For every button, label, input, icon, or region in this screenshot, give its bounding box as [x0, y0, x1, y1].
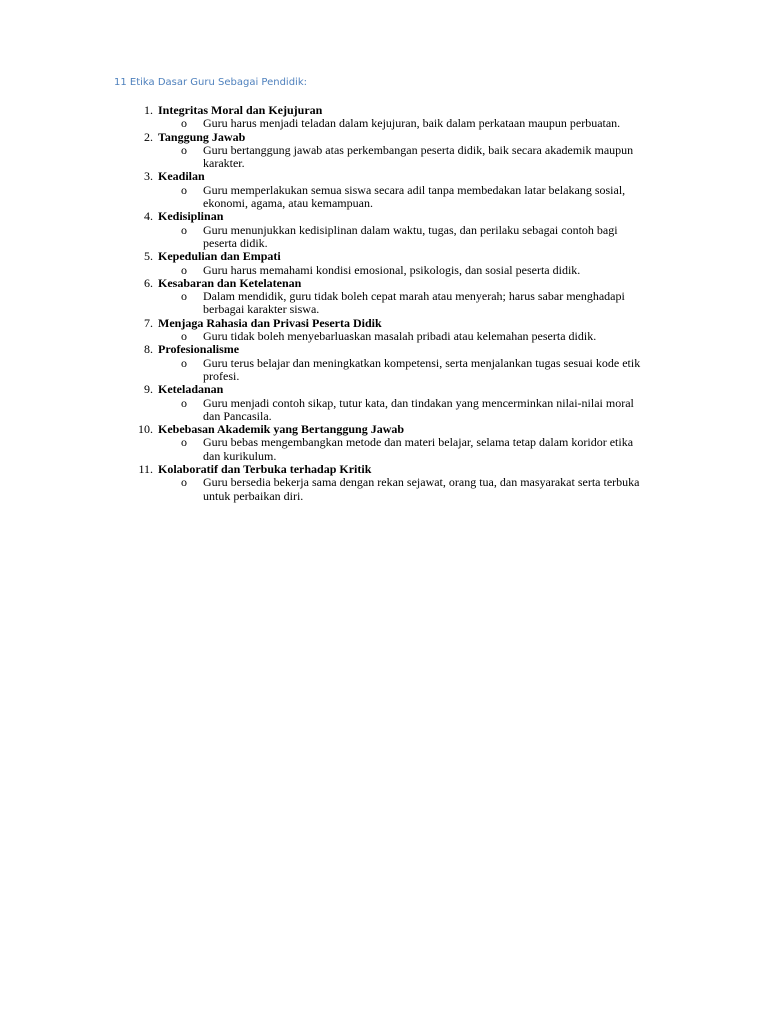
list-item [120, 343, 680, 383]
bullet-icon: o [181, 289, 187, 304]
item-description [181, 116, 643, 131]
item-description [181, 262, 643, 277]
list-item [120, 250, 680, 277]
item-number: 9. [144, 382, 153, 397]
item-title: Profesionalisme [158, 342, 240, 357]
item-title: Kepedulian dan Empati [158, 249, 281, 264]
item-title: Keteladanan [158, 382, 224, 397]
item-description [181, 355, 643, 384]
item-title: Menjaga Rahasia dan Privasi Peserta Didik [158, 315, 382, 330]
list-item [120, 104, 680, 131]
item-number: 4. [144, 209, 153, 224]
item-title: Tanggung Jawab [158, 129, 246, 144]
item-description-text: Guru memperlakukan semua siswa secara adil tanpa membedakan latar belakang sosial, ekonomi, agama, atau kemampuan. [203, 182, 626, 211]
list-item [120, 423, 680, 463]
bullet-icon: o [181, 262, 187, 277]
bullet-icon: o [181, 355, 187, 370]
list-item [120, 170, 680, 210]
item-number: 6. [144, 275, 153, 290]
list-item [120, 383, 680, 423]
item-description [181, 475, 643, 503]
item-description [181, 142, 643, 171]
bullet-icon: o [181, 222, 187, 237]
list-item [120, 210, 680, 250]
bullet-icon: o [181, 435, 187, 450]
item-description-text: Guru menjadi contoh sikap, tutur kata, dan tindakan yang mencerminkan nilai-nilai moral dan Pancasila. [203, 395, 634, 423]
bullet-icon: o [181, 329, 187, 344]
item-description [181, 182, 643, 211]
list-item [120, 131, 680, 171]
bullet-icon: o [181, 182, 187, 197]
item-title: Kedisiplinan [158, 209, 224, 224]
item-description-text: Guru bebas mengembangkan metode dan materi belajar, selama tetap dalam koridor etika dan kurikulum. [203, 435, 634, 463]
bullet-icon: o [181, 142, 187, 157]
bullet-icon: o [181, 395, 187, 410]
item-description-text: Guru menunjukkan kedisiplinan dalam waktu, tugas, dan perilaku sebagai contoh bagi peserta didik. [203, 222, 618, 250]
ethics-list [120, 104, 680, 503]
item-description [181, 395, 643, 424]
item-description-text: Guru harus memahami kondisi emosional, psikologis, dan sosial peserta didik. [203, 262, 581, 277]
item-number: 1. [144, 103, 153, 117]
item-number: 7. [144, 315, 153, 330]
bullet-icon: o [181, 116, 187, 131]
item-description-text: Guru terus belajar dan meningkatkan kompetensi, serta menjalankan tugas sesuai kode etik profesi. [203, 355, 641, 383]
item-number: 3. [144, 169, 153, 184]
document-heading: 11 Etika Dasar Guru Sebagai Pendidik: [114, 77, 307, 88]
item-description-text: Dalam mendidik, guru tidak boleh cepat marah atau menyerah; harus sabar menghadapi berbagai karakter siswa. [203, 289, 625, 317]
bullet-icon: o [181, 475, 187, 490]
list-item [120, 317, 680, 344]
item-description-text: Guru harus menjadi teladan dalam kejujuran, baik dalam perkataan maupun perbuatan. [203, 116, 621, 131]
item-description-text: Guru bertanggung jawab atas perkembangan peserta didik, baik secara akademik maupun karakter. [203, 142, 634, 171]
item-description [181, 289, 643, 317]
item-title: Keadilan [158, 169, 205, 184]
item-description-text: Guru bersedia bekerja sama dengan rekan sejawat, orang tua, dan masyarakat serta terbuka untuk perbaikan diri. [203, 475, 640, 503]
item-description [181, 222, 643, 251]
item-number: 5. [144, 249, 153, 264]
list-item [120, 463, 680, 503]
item-description [181, 329, 643, 344]
item-title: Integritas Moral dan Kejujuran [158, 103, 323, 117]
item-title: Kolaboratif dan Terbuka terhadap Kritik [158, 462, 372, 477]
item-number: 11. [138, 462, 153, 477]
item-title: Kesabaran dan Ketelatenan [158, 275, 302, 290]
item-number: 8. [144, 342, 153, 357]
item-number: 2. [144, 129, 153, 144]
item-title: Kebebasan Akademik yang Bertanggung Jawab [158, 422, 405, 437]
item-description [181, 435, 643, 463]
list-item [120, 277, 680, 317]
item-number: 10. [138, 422, 153, 437]
item-description-text: Guru tidak boleh menyebarluaskan masalah pribadi atau kelemahan peserta didik. [203, 329, 597, 344]
